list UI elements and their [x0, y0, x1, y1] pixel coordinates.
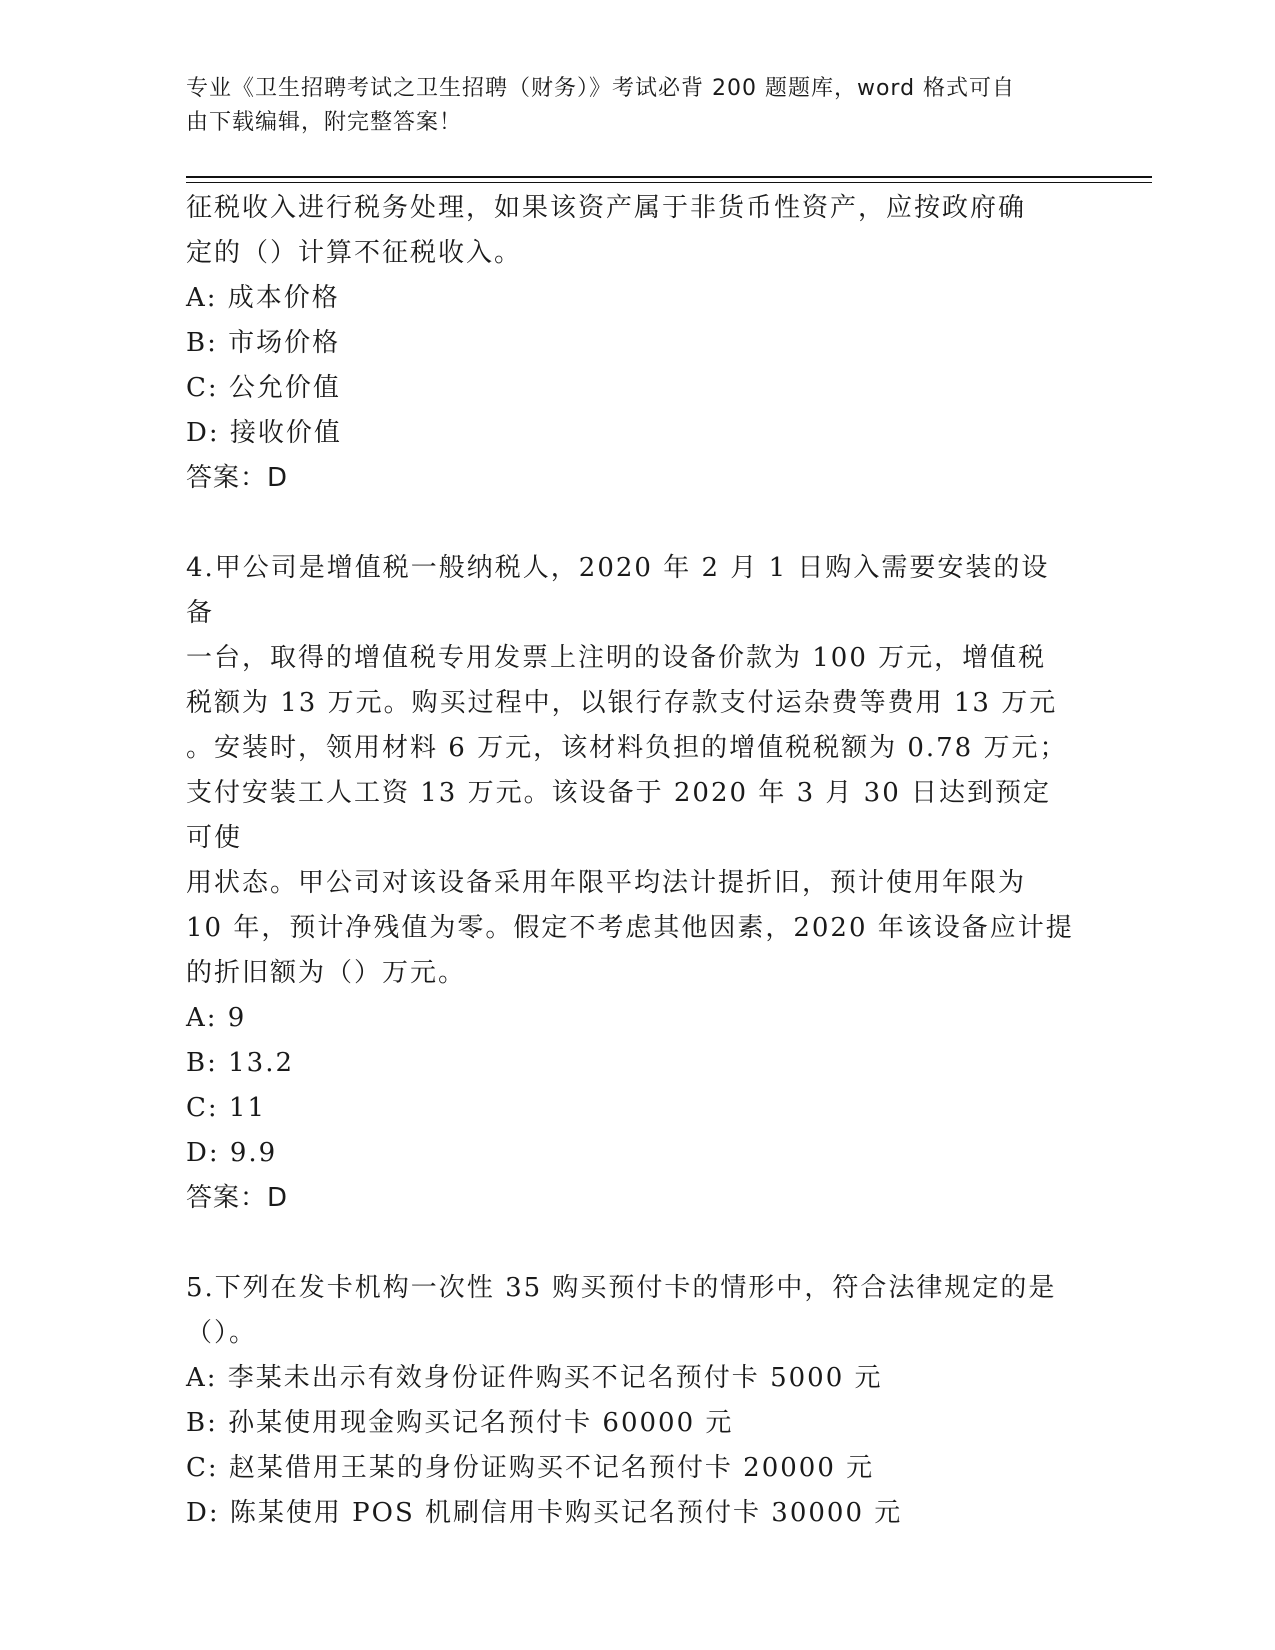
question-stem-line: 用状态。甲公司对该设备采用年限平均法计提折旧，预计使用年限为 [186, 868, 1027, 898]
question-stem-line: 一台，取得的增值税专用发票上注明的设备价款为 100 万元，增值税 [186, 643, 1047, 673]
option-b: B: 孙某使用现金购买记名预付卡 60000 元 [186, 1408, 734, 1438]
question-stem-line: 10 年，预计净残值为零。假定不考虑其他因素，2020 年该设备应计提 [186, 913, 1074, 943]
question-stem-line: 定的（）计算不征税收入。 [186, 238, 523, 268]
header-title-line-1: 专业《卫生招聘考试之卫生招聘（财务）》考试必背 200 题题库，word 格式可自 [186, 76, 1016, 101]
question-stem-line: 的折旧额为（）万元。 [186, 958, 467, 988]
option-d: D: 陈某使用 POS 机刷信用卡购买记名预付卡 30000 元 [186, 1498, 903, 1528]
header-divider-thin [186, 182, 1152, 183]
option-c: C: 赵某借用王某的身份证购买不记名预付卡 20000 元 [186, 1453, 875, 1483]
question-stem-line: 4.甲公司是增值税一般纳税人，2020 年 2 月 1 日购入需要安装的设备 [186, 553, 1050, 628]
option-a: A: 9 [186, 1003, 247, 1033]
question-stem-line: 征税收入进行税务处理，如果该资产属于非货币性资产，应按政府确 [186, 193, 1027, 223]
option-c: C: 公允价值 [186, 373, 341, 403]
question-block-3 [186, 186, 1076, 501]
option-a: A: 李某未出示有效身份证件购买不记名预付卡 5000 元 [186, 1363, 883, 1393]
question-block-4 [186, 546, 1076, 1221]
option-a: A: 成本价格 [186, 283, 340, 313]
option-b: B: 市场价格 [186, 328, 341, 358]
header-title-line-2: 由下载编辑，附完整答案！ [186, 110, 463, 135]
option-b: B: 13.2 [186, 1048, 295, 1078]
question-block-5 [186, 1266, 1076, 1536]
answer-line: 答案：D [186, 463, 289, 493]
question-stem-line: （）。 [186, 1318, 258, 1348]
question-stem-line: 。安装时，领用材料 6 万元，该材料负担的增值税税额为 0.78 万元； [186, 733, 1068, 763]
question-stem-line: 支付安装工人工资 13 万元。该设备于 2020 年 3 月 30 日达到预定可使 [186, 778, 1051, 853]
document-header [186, 72, 1066, 140]
header-divider-thick [186, 176, 1152, 178]
question-stem-line: 5.下列在发卡机构一次性 35 购买预付卡的情形中，符合法律规定的是 [186, 1273, 1057, 1303]
option-d: D: 接收价值 [186, 418, 342, 448]
option-c: C: 11 [186, 1093, 267, 1123]
question-content [186, 186, 1076, 1536]
spacer [186, 1221, 1076, 1266]
answer-line: 答案：D [186, 1183, 289, 1213]
spacer [186, 501, 1076, 546]
question-stem-line: 税额为 13 万元。购买过程中，以银行存款支付运杂费等费用 13 万元 [186, 688, 1058, 718]
option-d: D: 9.9 [186, 1138, 278, 1168]
